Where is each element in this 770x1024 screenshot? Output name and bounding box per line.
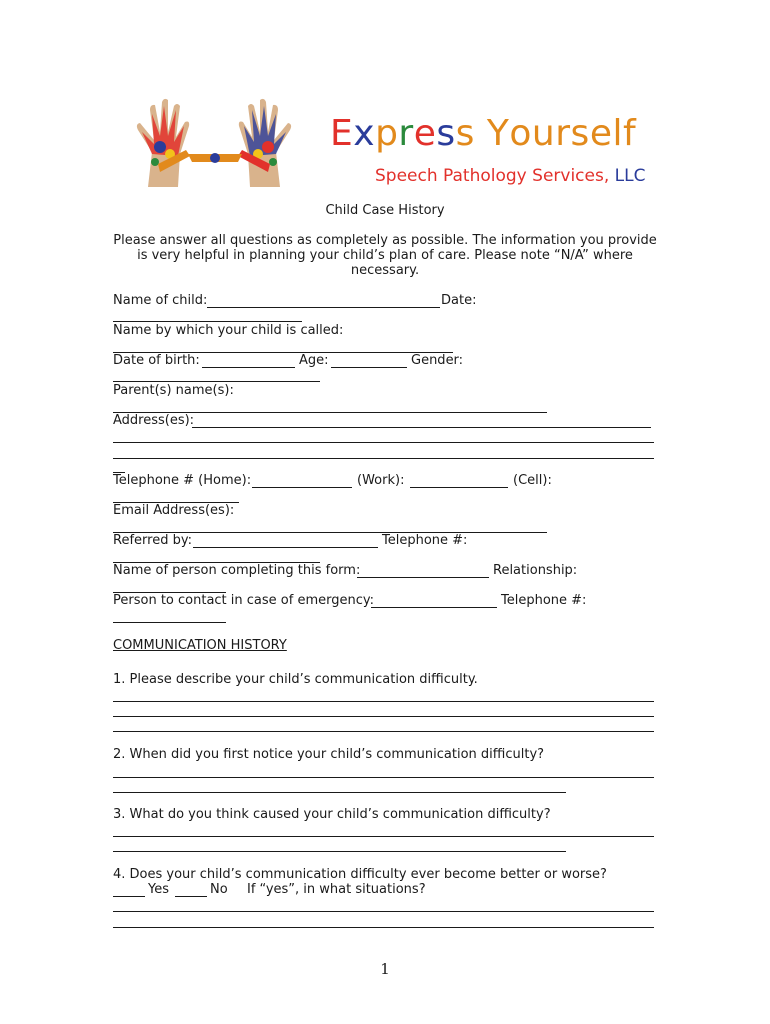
telephone-cell-label: (Cell): — [513, 473, 552, 488]
q4-no-label: No — [210, 882, 228, 897]
brand-letter: p — [375, 113, 399, 154]
question-2: 2. When did you first notice your child’s communication difficulty? — [113, 747, 545, 762]
brand-letter: o — [509, 113, 532, 154]
address-field-2[interactable] — [113, 442, 654, 443]
q3-answer-line-2[interactable] — [113, 851, 566, 852]
gender-field[interactable] — [113, 381, 320, 382]
brand-letter: s — [455, 113, 475, 154]
q4-no-blank[interactable] — [175, 896, 207, 897]
dob-label: Date of birth: — [113, 353, 200, 368]
address-field-3[interactable] — [113, 458, 654, 459]
q1-answer-line-1[interactable] — [113, 701, 654, 702]
brand-letter: s — [436, 113, 456, 154]
gender-label: Gender: — [411, 353, 464, 368]
right-hand-icon — [238, 99, 291, 187]
painted-hands-logo — [130, 92, 300, 192]
date-field[interactable] — [113, 321, 302, 322]
brand-letter: u — [531, 113, 556, 154]
q2-answer-line-2[interactable] — [113, 792, 566, 793]
company-main: Speech Pathology Services, — [375, 166, 615, 186]
relationship-label: Relationship: — [493, 563, 578, 578]
brand-letter: r — [555, 113, 571, 154]
q4-answer-line-1[interactable] — [113, 911, 654, 912]
question-4: 4. Does your child’s communication difficulty ever become better or worse? — [113, 867, 607, 882]
q1-answer-line-2[interactable] — [113, 716, 654, 717]
telephone-work-label: (Work): — [357, 473, 405, 488]
brand-letter: r — [398, 113, 414, 154]
intro-line-3: necessary. — [350, 263, 420, 278]
telephone-work-field[interactable] — [410, 487, 508, 488]
date-label: Date: — [441, 293, 477, 308]
q3-answer-line-1[interactable] — [113, 836, 654, 837]
name-called-label: Name by which your child is called: — [113, 323, 344, 338]
emergency-telephone-label: Telephone #: — [501, 593, 587, 608]
emergency-contact-label: Person to contact in case of emergency: — [113, 593, 374, 608]
brand-letter: Y — [486, 113, 510, 154]
brand-letter: s — [570, 113, 590, 154]
company-name — [375, 164, 645, 188]
referred-by-label: Referred by: — [113, 533, 192, 548]
brand-letter: E — [330, 113, 354, 154]
q4-yes-label: Yes — [148, 882, 169, 897]
q4-followup: If “yes”, in what situations? — [247, 882, 426, 897]
q2-answer-line-1[interactable] — [113, 777, 654, 778]
company-suffix: LLC — [614, 166, 646, 186]
brand-letter: x — [353, 113, 376, 154]
emergency-contact-field[interactable] — [371, 607, 497, 608]
address-label: Address(es): — [113, 413, 195, 428]
communication-history-heading: COMMUNICATION HISTORY — [113, 638, 287, 653]
q4-yes-blank[interactable] — [113, 896, 145, 897]
name-of-child-label: Name of child: — [113, 293, 208, 308]
telephone-home-label: Telephone # (Home): — [113, 473, 252, 488]
age-label: Age: — [299, 353, 329, 368]
brand-letter: f — [622, 113, 637, 154]
parents-label: Parent(s) name(s): — [113, 383, 234, 398]
email-label: Email Address(es): — [113, 503, 235, 518]
brand-letter — [475, 112, 487, 156]
name-of-child-field[interactable] — [207, 307, 440, 308]
telephone-home-field[interactable] — [252, 487, 352, 488]
question-3: 3. What do you think caused your child’s communication difficulty? — [113, 807, 551, 822]
q1-answer-line-3[interactable] — [113, 731, 654, 732]
person-completing-label: Name of person completing this form: — [113, 563, 361, 578]
referral-telephone-label: Telephone #: — [382, 533, 468, 548]
emergency-telephone-field[interactable] — [113, 622, 226, 623]
page-number: 1 — [380, 960, 390, 978]
intro-line-1: Please answer all questions as completely as possible. The information you provide — [113, 233, 657, 248]
left-hand-icon — [137, 99, 190, 187]
dob-field[interactable] — [202, 367, 295, 368]
person-completing-field[interactable] — [357, 577, 489, 578]
brand-letter: l — [612, 113, 623, 154]
brand-letter: e — [413, 113, 437, 154]
form-title: Child Case History — [325, 203, 445, 218]
brand-letter: e — [589, 113, 613, 154]
question-1: 1. Please describe your child’s communication difficulty. — [113, 672, 478, 687]
brand-name — [330, 112, 636, 156]
address-field-1[interactable] — [192, 427, 651, 428]
referred-by-field[interactable] — [193, 547, 378, 548]
age-field[interactable] — [331, 367, 407, 368]
intro-line-2: is very helpful in planning your child’s plan of care. Please note “N/A” where — [137, 248, 633, 263]
q4-answer-line-2[interactable] — [113, 927, 654, 928]
